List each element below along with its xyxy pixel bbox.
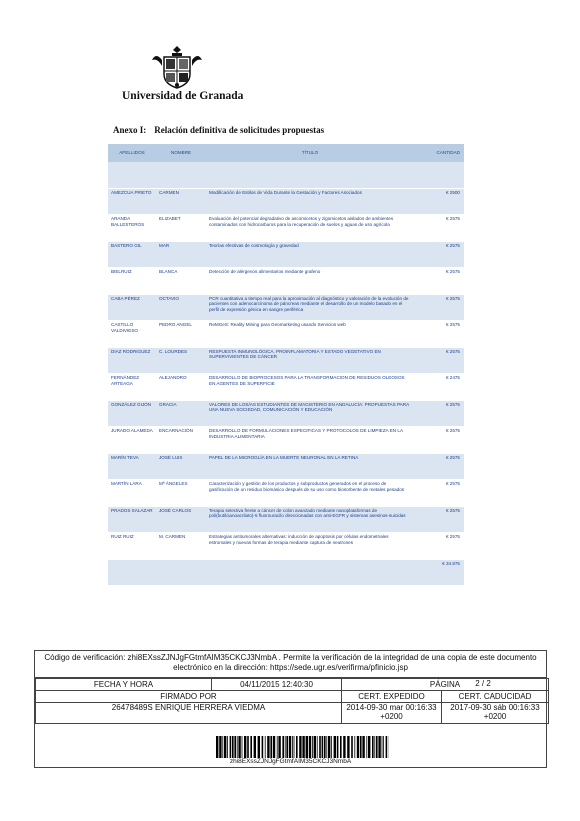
cell-apellidos: JURADO ALAMEDA	[108, 427, 156, 454]
cell-cantidad: € 2475	[414, 374, 464, 401]
cell-cantidad: € 2575	[414, 294, 464, 321]
cell-cantidad: € 2575	[414, 268, 464, 295]
caducidad-label: CERT. CADUCIDAD	[442, 691, 549, 703]
annex-title	[113, 125, 324, 135]
table-row	[108, 215, 464, 242]
cell-titulo: DESARROLLO DE FORMULACIONES ESPECIFICAS Y PROTOCOLOS DE LIMPIEZA EN LA INDUSTRIA ALIMENTARIA	[206, 427, 414, 454]
cell-apellidos: PRADOS SALAZAR	[108, 506, 156, 533]
cell-titulo: Teorías efectivas de cosmología y gravedad	[206, 241, 414, 268]
cell-apellidos: MARÍN TEVA	[108, 453, 156, 480]
annex-heading: Relación definitiva de solicitudes propuestas	[154, 125, 325, 135]
cell-titulo: RESPUESTA INMUNOLÓGICA, PROINFLAMATORIA Y ESTADO VEGETATIVO EN SUPERVIVIENTES DE CÁNCER	[206, 347, 414, 374]
barcode-icon	[215, 736, 390, 758]
firmado-label: FIRMADO POR	[36, 691, 342, 703]
table-row	[108, 162, 464, 188]
cell-nombre: C. LOURDES	[156, 347, 206, 374]
cell-titulo: Modificación de Estilos de Vida Durante la Gestación y Factores Asociados	[206, 188, 414, 215]
table-row	[108, 294, 464, 321]
cell-apellidos: CASTILLO VALDIVIESO	[108, 321, 156, 348]
column-header-titulo: TÍTULO	[206, 144, 414, 162]
cell-nombre: BLANCA	[156, 268, 206, 295]
table-total-row	[108, 559, 464, 585]
cell-nombre: ELIZABET	[156, 215, 206, 242]
cell-nombre: GRACIA	[156, 400, 206, 427]
cell-nombre: CARMEN	[156, 188, 206, 215]
cell-nombre: M. CARMEN	[156, 533, 206, 560]
cell-cantidad: € 2575	[414, 427, 464, 454]
table-header-row	[108, 144, 464, 162]
column-header-nombre: NOMBRE	[156, 144, 206, 162]
cell-cantidad: € 2575	[414, 480, 464, 507]
cell-nombre: MAR	[156, 241, 206, 268]
cell-apellidos: GONZÁLEZ GIJÓN	[108, 400, 156, 427]
table-row	[108, 480, 464, 507]
verification-code-text: Código de verificación: zhi8EXssZJNJgFGtmfAIM35CKCJ3NmbA . Permite la verificación de la integridad de una copia de este documento electrónico en la dirección: https://sede.ugr.es/verifirma/pfinicio.jsp	[35, 651, 546, 678]
cell-apellidos: CABA PÉREZ	[108, 294, 156, 321]
total-amount: € 34.875	[414, 559, 464, 585]
cell-titulo: PCR cuantitativa a tiempo real para la aproximación al diagnóstico y valoración de la evolución de pacientes con adenocarcinoma de páncreas mediante el desarrollo de un modelo basado en el perfil de expresión génica en sangre periférica	[206, 294, 414, 321]
barcode-text: zhi8EXssZJNJgFGtmfAIM35CKCJ3NmbA	[229, 758, 352, 765]
cell-nombre: PEDRO ANGEL	[156, 321, 206, 348]
cell-titulo: Caracterización y gestión de los productos y subproductos generados en el proceso de gasificación de un residuo biomásico después de su uso como biosorbente de metales pesados	[206, 480, 414, 507]
cell-nombre: JOSÉ CARLOS	[156, 506, 206, 533]
cell-cantidad: € 2575	[414, 215, 464, 242]
cell-cantidad: € 2575	[414, 241, 464, 268]
table-row	[108, 347, 464, 374]
table-row	[108, 241, 464, 268]
cell-cantidad: € 2575	[414, 400, 464, 427]
cell-nombre: JOSÉ LUIS	[156, 453, 206, 480]
table-row	[108, 268, 464, 295]
annex-label: Anexo I:	[113, 125, 147, 135]
pagina-value: 2 / 2	[475, 679, 491, 688]
university-name: Universidad de Granada	[122, 90, 244, 102]
cell-apellidos: BIELRUIZ	[108, 268, 156, 295]
cell-titulo: DESARROLLO DE BIOPROCESOS PARA LA TRANSFORMACION DE RESIDUOS OLEOSOS EN AGENTES DE SUPERFICIE	[206, 374, 414, 401]
fecha-value: 04/11/2015 12:40:30	[212, 679, 342, 691]
table-row	[108, 533, 464, 560]
cell-titulo: Detección de alérgenos alimentarios mediante grafeno	[206, 268, 414, 295]
caducidad-value: 2017-09-30 sáb 00:16:33 +0200	[442, 703, 549, 724]
table-row	[108, 188, 464, 215]
column-header-apellidos: APELLIDOS	[108, 144, 156, 162]
table-row	[108, 506, 464, 533]
cell-apellidos: AMEZCUA PRIETO	[108, 188, 156, 215]
table-row	[108, 427, 464, 454]
firmante: 26478489S ENRIQUE HERRERA VIEDMA	[36, 703, 342, 724]
pagina-label: PÁGINA	[342, 679, 549, 691]
cell-nombre: ALEJANDRO	[156, 374, 206, 401]
cell-apellidos: BASTERO GIL	[108, 241, 156, 268]
cell-titulo: PAPEL DE LA MICROGLÍA EN LA MUERTE NEURONAL EN LA RETINA	[206, 453, 414, 480]
table-row	[108, 400, 464, 427]
cell-cantidad: € 2575	[414, 347, 464, 374]
cell-nombre: OCTAVIO	[156, 294, 206, 321]
cell-apellidos: DIAZ RODRIGUEZ	[108, 347, 156, 374]
cell-titulo: VALORES DE LOS/AS ESTUDIANTES DE MAGISTERIO EN ANDALUCÍA: PROPUESTAS PARA UNA NUEVA SOCIEDAD, COMUNICACIÓN Y EDUCACIÓN	[206, 400, 414, 427]
cell-cantidad: € 2575	[414, 506, 464, 533]
cell-titulo: ReMGeS: Reality Mining para Geomarketing usando Servicios web	[206, 321, 414, 348]
table-row	[108, 321, 464, 348]
verification-box	[34, 650, 547, 768]
cell-titulo: Evaluación del potencial degradativo de ascomicetos y zigomicetos aislados de ambientes contaminados con hidrocarburos para la recuperación de suelos y aguas de uso agrícola	[206, 215, 414, 242]
cell-titulo: Terapia selectiva frente a cáncer de colon avanzado mediante nanoplataformas de poli(butilcianoacrilato)-5 fluorouracilo direccionadas con anti-EGFR y sistemas asesinos-suicidas	[206, 506, 414, 533]
expedido-label: CERT. EXPEDIDO	[342, 691, 442, 703]
cell-cantidad: € 2575	[414, 321, 464, 348]
cell-apellidos: RUIZ RUIZ	[108, 533, 156, 560]
cell-titulo: Estrategias antitumorales alternativas: inducción de apoptosis por células endometriales estromales y nuevas formas de terapia mediante captura de neutrones	[206, 533, 414, 560]
cell-apellidos: FERNÁNDEZ ARTEAGA	[108, 374, 156, 401]
cell-cantidad: € 2500	[414, 188, 464, 215]
fecha-label: FECHA Y HORA	[36, 679, 212, 691]
table-row	[108, 374, 464, 401]
cell-cantidad: € 2575	[414, 453, 464, 480]
expedido-value: 2014-09-30 mar 00:16:33 +0200	[342, 703, 442, 724]
cell-nombre: Mª ÁNGELES	[156, 480, 206, 507]
university-coat-of-arms-icon	[150, 42, 204, 92]
cell-nombre: ENCARNACIÓN	[156, 427, 206, 454]
cell-apellidos: ARANDA BALLESTEROS	[108, 215, 156, 242]
cell-apellidos: MARTÍN LARA	[108, 480, 156, 507]
cell-cantidad: € 2575	[414, 533, 464, 560]
applications-table	[108, 144, 464, 586]
column-header-cantidad: CANTIDAD	[414, 144, 464, 162]
table-row	[108, 453, 464, 480]
